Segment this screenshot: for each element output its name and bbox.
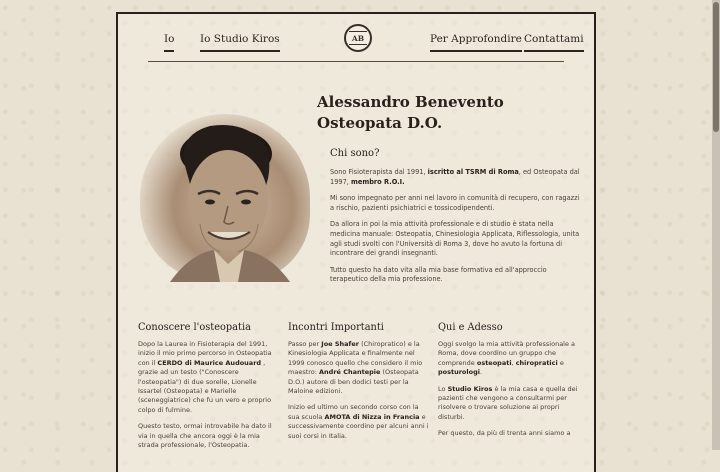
column-paragraph: Questo testo, ormai introvabile ha dato il via in quella che ancora oggi è la mia strada professionale, l'Osteopatia.	[138, 422, 272, 450]
scrollbar[interactable]	[712, 0, 720, 450]
column-heading: Conoscere l'osteopatia	[138, 322, 251, 333]
about-paragraph: Mi sono impegnato per anni nel lavoro in comunità di recupero, con ragazzi a rischio, pazienti psichiatrici e tossicodipendenti.	[330, 194, 580, 212]
about-heading: Chi sono?	[330, 148, 380, 159]
top-nav	[118, 14, 594, 68]
nav-link-contattami[interactable]: Contattami	[524, 33, 584, 52]
nav-link-io[interactable]: Io	[164, 33, 174, 52]
column-paragraph: Inizio ed ultimo un secondo corso con la sua scuola AMOTA di Nizza in Francia e successivamente coordino per alcuni anni i suoi corsi in Italia.	[288, 403, 429, 440]
column-incontri	[288, 322, 432, 448]
column-paragraph: Oggi svolgo la mia attività professionale a Roma, dove coordino un gruppo che comprende osteopati, chiropratici e posturologi.	[438, 340, 576, 377]
profile-name-block	[317, 92, 504, 134]
about-paragraph: Da allora in poi la mia attività professionale e di studio è stata nella medicina manuale: Osteopatia, Chinesiologia Applicata, Riflessologia, unita agli studi svolti con l'Università di Roma 3, dove ho avuto la fortuna di incontrare dei grandi insegnanti.	[330, 220, 580, 258]
about-text	[330, 168, 585, 292]
column-paragraph: Dopo la Laurea in Fisioterapia del 1991, inizio il mio primo percorso in Osteopatia con il CERDO di Maurice Audouard , grazie ad un testo ("Conoscere l'osteopatia") di due sorelle, Lionelle Issartel (Osteopata) e Marielle (sceneggiatrice) che fu un vero e proprio colpo di fulmine.	[138, 340, 272, 414]
nav-link-per-approfondire[interactable]: Per Approfondire	[430, 33, 522, 52]
logo[interactable]	[344, 24, 372, 52]
page-title: Alessandro Benevento	[317, 93, 504, 111]
column-paragraph: Lo Studio Kiros è la mia casa e quella dei pazienti che vengono a consultarmi per risolvere o trovare soluzione ai propri disturbi.	[438, 384, 578, 421]
logo-monogram: AB	[349, 31, 367, 45]
column-heading: Incontri Importanti	[288, 322, 384, 333]
portrait-photo	[140, 114, 310, 282]
column-paragraph: Per questo, da più di trenta anni siamo a	[438, 429, 571, 438]
column-heading: Qui e Adesso	[438, 322, 503, 333]
column-qui-adesso	[438, 322, 582, 446]
nav-divider	[148, 61, 564, 62]
page-subtitle: Osteopata D.O.	[317, 114, 443, 132]
scrollbar-thumb[interactable]	[713, 2, 719, 132]
about-paragraph: Tutto questo ha dato vita alla mia base formativa ed all'approccio terapeutico della mia professione.	[330, 265, 547, 284]
about-paragraph: Sono Fisioterapista dal 1991, iscritto al TSRM di Roma, ed Osteopata dal 1997, membro R.O.I.	[330, 168, 580, 186]
column-paragraph: Passo per Joe Shafer (Chiropratico) e la Kinesiologia Applicata e finalmente nel 1999 conosco quello che considero il mio maestro: André Chantepie (Osteopata D.O.) autore di ben dodici testi per la Maloine edizioni.	[288, 340, 423, 396]
nav-link-studio-kiros[interactable]: Io Studio Kiros	[200, 33, 280, 52]
column-conoscere	[138, 322, 282, 457]
page-frame	[116, 12, 596, 472]
